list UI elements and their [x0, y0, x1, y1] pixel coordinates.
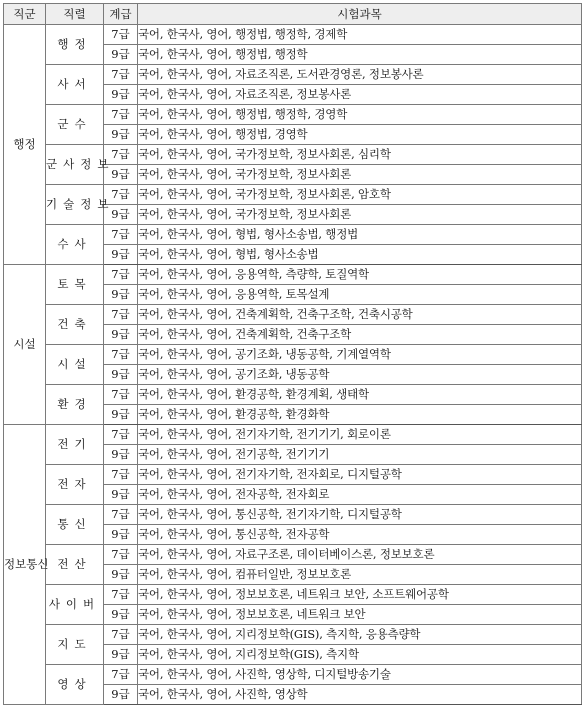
grade-cell: 9급 [104, 45, 138, 65]
grade-cell: 7급 [104, 145, 138, 165]
table-row [4, 665, 582, 685]
exam-subjects-cell: 국어, 한국사, 영어, 전기자기학, 전자회로, 디지털공학 [138, 465, 582, 485]
grade-cell: 9급 [104, 365, 138, 385]
grade-cell: 7급 [104, 385, 138, 405]
grade-cell: 9급 [104, 565, 138, 585]
grade-cell: 9급 [104, 445, 138, 465]
grade-cell: 9급 [104, 325, 138, 345]
exam-subjects-cell: 국어, 한국사, 영어, 자료조직론, 정보봉사론 [138, 85, 582, 105]
exam-subjects-cell: 국어, 한국사, 영어, 공기조화, 냉동공학, 기계열역학 [138, 345, 582, 365]
header-job-group: 직군 [4, 4, 46, 25]
exam-subjects-cell: 국어, 한국사, 영어, 전자공학, 전자회로 [138, 485, 582, 505]
job-series-cell: 수사 [46, 225, 104, 265]
exam-subjects-cell: 국어, 한국사, 영어, 행정법, 행정학, 경영학 [138, 105, 582, 125]
grade-cell: 7급 [104, 665, 138, 685]
grade-cell: 9급 [104, 125, 138, 145]
job-group-cell: 정보통신 [4, 425, 46, 705]
table-row [4, 65, 582, 85]
exam-subjects-cell: 국어, 한국사, 영어, 지리정보학(GIS), 측지학, 응용측량학 [138, 625, 582, 645]
job-group-cell: 행정 [4, 25, 46, 265]
grade-cell: 7급 [104, 625, 138, 645]
job-series-cell: 행정 [46, 25, 104, 65]
grade-cell: 7급 [104, 425, 138, 445]
grade-cell: 9급 [104, 685, 138, 705]
exam-subjects-cell: 국어, 한국사, 영어, 응용역학, 측량학, 토질역학 [138, 265, 582, 285]
header-grade: 계급 [104, 4, 138, 25]
grade-cell: 7급 [104, 345, 138, 365]
exam-subjects-cell: 국어, 한국사, 영어, 환경공학, 환경계획, 생태학 [138, 385, 582, 405]
header-exam-subjects: 시험과목 [138, 4, 582, 25]
exam-subjects-cell: 국어, 한국사, 영어, 형법, 형사소송법, 행정법 [138, 225, 582, 245]
table-row [4, 25, 582, 45]
exam-subjects-cell: 국어, 한국사, 영어, 환경공학, 환경화학 [138, 405, 582, 425]
table-row [4, 225, 582, 245]
exam-subjects-cell: 국어, 한국사, 영어, 국가정보학, 정보사회론, 암호학 [138, 185, 582, 205]
exam-subjects-table [3, 3, 582, 705]
grade-cell: 9급 [104, 165, 138, 185]
grade-cell: 7급 [104, 185, 138, 205]
table-row [4, 625, 582, 645]
job-series-cell: 영상 [46, 665, 104, 705]
exam-subjects-cell: 국어, 한국사, 영어, 행정법, 경영학 [138, 125, 582, 145]
table-row [4, 385, 582, 405]
table-row [4, 265, 582, 285]
grade-cell: 9급 [104, 285, 138, 305]
job-series-cell: 환경 [46, 385, 104, 425]
table-row [4, 345, 582, 365]
exam-subjects-cell: 국어, 한국사, 영어, 건축계획학, 건축구조학, 건축시공학 [138, 305, 582, 325]
job-series-cell: 기술정보 [46, 185, 104, 225]
grade-cell: 9급 [104, 645, 138, 665]
job-group-cell: 시설 [4, 265, 46, 425]
exam-subjects-cell: 국어, 한국사, 영어, 정보보호론, 네트워크 보안 [138, 605, 582, 625]
exam-subjects-cell: 국어, 한국사, 영어, 사진학, 영상학 [138, 685, 582, 705]
job-series-cell: 전산 [46, 545, 104, 585]
table-row [4, 145, 582, 165]
table-row [4, 425, 582, 445]
grade-cell: 7급 [104, 585, 138, 605]
job-series-cell: 사서 [46, 65, 104, 105]
table-row [4, 545, 582, 565]
table-row [4, 185, 582, 205]
grade-cell: 9급 [104, 245, 138, 265]
exam-subjects-cell: 국어, 한국사, 영어, 공기조화, 냉동공학 [138, 365, 582, 385]
exam-subjects-cell: 국어, 한국사, 영어, 국가정보학, 정보사회론, 심리학 [138, 145, 582, 165]
exam-subjects-cell: 국어, 한국사, 영어, 자료조직론, 도서관경영론, 정보봉사론 [138, 65, 582, 85]
exam-subjects-cell: 국어, 한국사, 영어, 자료구조론, 데이터베이스론, 정보보호론 [138, 545, 582, 565]
job-series-cell: 군수 [46, 105, 104, 145]
exam-subjects-cell: 국어, 한국사, 영어, 국가정보학, 정보사회론 [138, 205, 582, 225]
exam-subjects-cell: 국어, 한국사, 영어, 건축계획학, 건축구조학 [138, 325, 582, 345]
table-row [4, 585, 582, 605]
job-series-cell: 건축 [46, 305, 104, 345]
exam-subjects-cell: 국어, 한국사, 영어, 전기공학, 전기기기 [138, 445, 582, 465]
exam-subjects-cell: 국어, 한국사, 영어, 통신공학, 전자공학 [138, 525, 582, 545]
job-series-cell: 시설 [46, 345, 104, 385]
grade-cell: 9급 [104, 485, 138, 505]
exam-subjects-cell: 국어, 한국사, 영어, 통신공학, 전기자기학, 디지털공학 [138, 505, 582, 525]
exam-subjects-cell: 국어, 한국사, 영어, 행정법, 행정학, 경제학 [138, 25, 582, 45]
grade-cell: 9급 [104, 85, 138, 105]
exam-subjects-cell: 국어, 한국사, 영어, 행정법, 행정학 [138, 45, 582, 65]
exam-subjects-cell: 국어, 한국사, 영어, 형법, 형사소송법 [138, 245, 582, 265]
grade-cell: 7급 [104, 225, 138, 245]
job-series-cell: 군사정보 [46, 145, 104, 185]
grade-cell: 7급 [104, 105, 138, 125]
grade-cell: 9급 [104, 605, 138, 625]
grade-cell: 7급 [104, 465, 138, 485]
header-row [4, 4, 582, 25]
grade-cell: 9급 [104, 525, 138, 545]
grade-cell: 7급 [104, 545, 138, 565]
grade-cell: 7급 [104, 305, 138, 325]
exam-subjects-cell: 국어, 한국사, 영어, 응용역학, 토목설계 [138, 285, 582, 305]
exam-subjects-cell: 국어, 한국사, 영어, 사진학, 영상학, 디지털방송기술 [138, 665, 582, 685]
job-series-cell: 통신 [46, 505, 104, 545]
header-job-series: 직렬 [46, 4, 104, 25]
grade-cell: 9급 [104, 405, 138, 425]
grade-cell: 7급 [104, 65, 138, 85]
job-series-cell: 전자 [46, 465, 104, 505]
job-series-cell: 전기 [46, 425, 104, 465]
table-row [4, 305, 582, 325]
grade-cell: 7급 [104, 265, 138, 285]
exam-subjects-cell: 국어, 한국사, 영어, 지리정보학(GIS), 측지학 [138, 645, 582, 665]
job-series-cell: 토목 [46, 265, 104, 305]
grade-cell: 9급 [104, 205, 138, 225]
exam-subjects-cell: 국어, 한국사, 영어, 컴퓨터일반, 정보보호론 [138, 565, 582, 585]
grade-cell: 7급 [104, 25, 138, 45]
exam-subjects-cell: 국어, 한국사, 영어, 정보보호론, 네트워크 보안, 소프트웨어공학 [138, 585, 582, 605]
job-series-cell: 지도 [46, 625, 104, 665]
table-body [4, 25, 582, 705]
table-row [4, 105, 582, 125]
table-row [4, 465, 582, 485]
table-row [4, 505, 582, 525]
exam-subjects-cell: 국어, 한국사, 영어, 전기자기학, 전기기기, 회로이론 [138, 425, 582, 445]
exam-subjects-cell: 국어, 한국사, 영어, 국가정보학, 정보사회론 [138, 165, 582, 185]
grade-cell: 7급 [104, 505, 138, 525]
job-series-cell: 사이버 [46, 585, 104, 625]
